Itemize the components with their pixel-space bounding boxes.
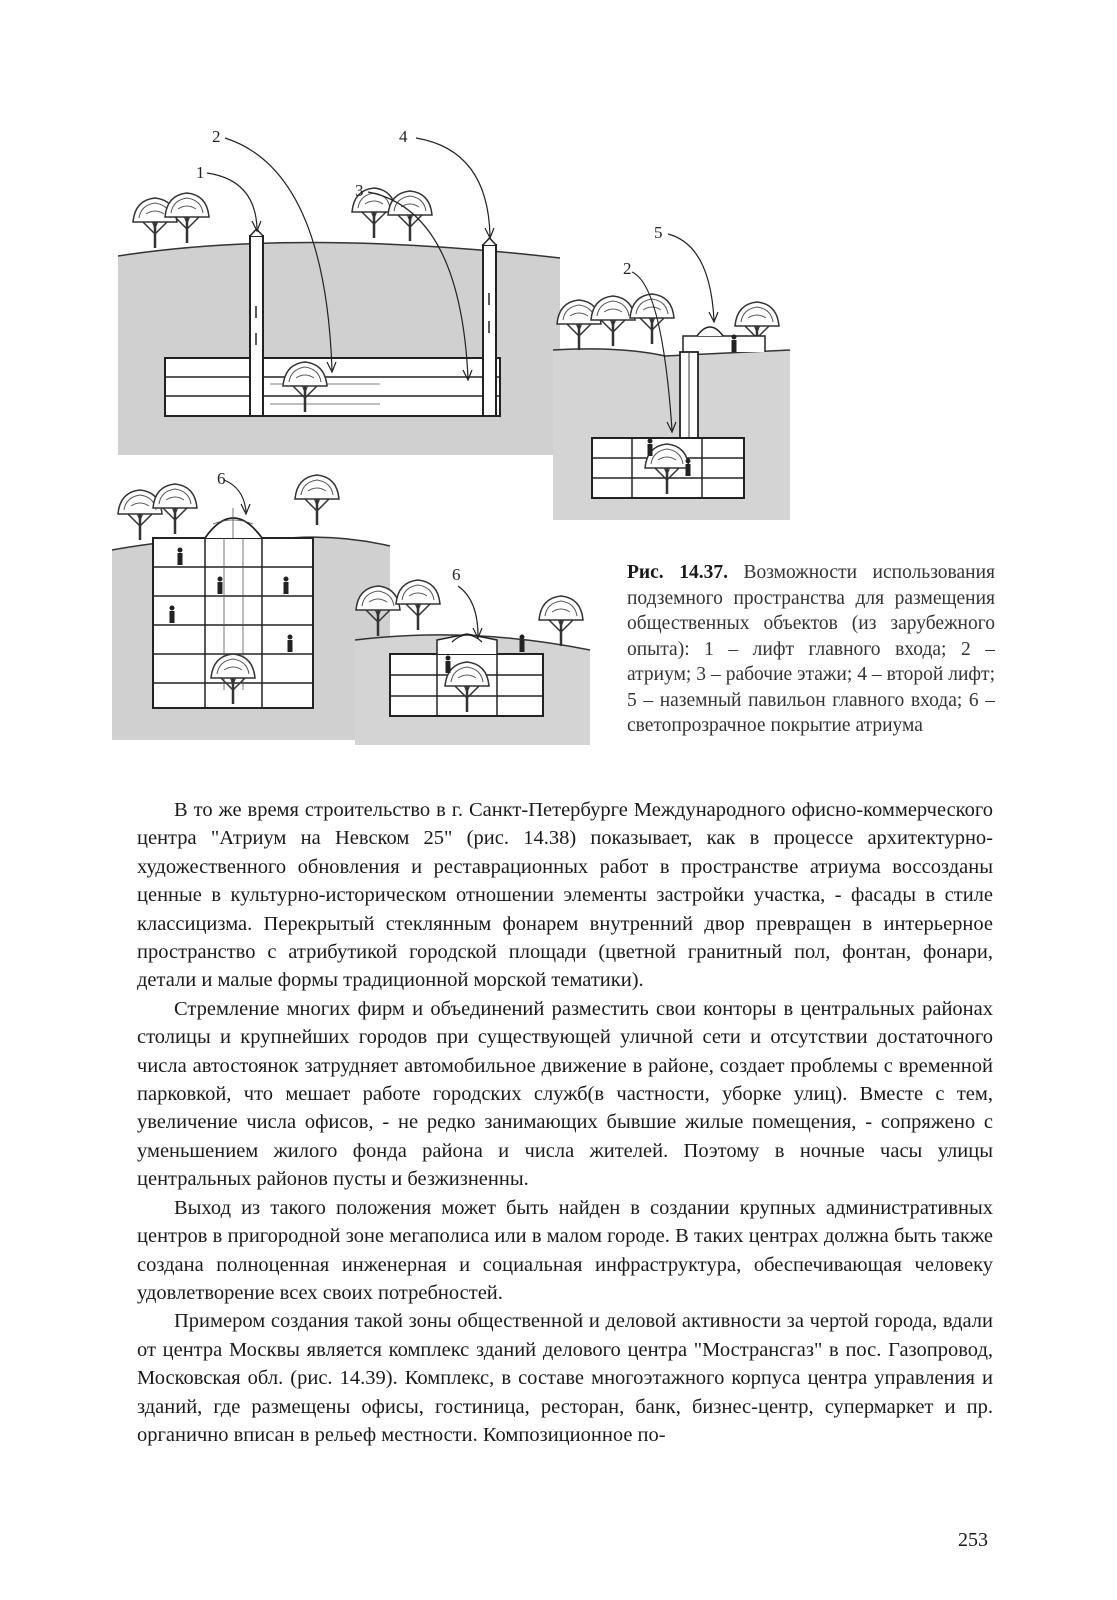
page-number: 253 [958, 1529, 988, 1551]
label-d2-5: 5 [654, 223, 663, 242]
figure-14-37 [0, 0, 1117, 790]
diagram-1 [118, 138, 560, 455]
diagram-3 [112, 475, 390, 740]
diagram-2 [553, 234, 790, 520]
label-d2-2: 2 [623, 259, 632, 278]
paragraph-3: Выход из такого положения может быть найден в создании крупных административных центров в пригородной зоне мегаполиса или в малом городе. В таких центрах должна быть также создана полноценная инженерная и социальная инфраструктура, обеспечивающая человеку удовлетворение всех своих потребностей. [137, 1196, 993, 1304]
paragraph-2: Стремление многих фирм и объединений разместить свои конторы в центральных районах столицы и крупнейших городов при существующей уличной сети и отсутствии достаточного числа автостоянок затрудняет автомобильное движение в районе, создает проблемы с временной парковкой, что мешает работе городских служб(в частности, уборке улиц). Вместе с тем, увеличение числа офисов, - не редко занимающих бывшие жилые помещения, - сопряжено с уменьшением жилого фонда района и числа жителей. Поэтому в ночные часы улицы центральных районов пусты и безжизненны. [137, 997, 993, 1191]
caption-label: Рис. 14.37. [627, 562, 728, 583]
label-d1-4: 4 [399, 127, 408, 146]
paragraph-1: В то же время строительство в г. Санкт-Петербурге Международного офисно-коммерческого центра "Атриум на Невском 25" (рис. 14.38) показывает, как в процессе архитектурно-художественного обновления и реставрационных работ в пространстве атриума воссозданы ценные в культурно-историческом отношении элементы застройки участка, - фасады в стиле классицизма. Перекрытый стеклянным фонарем внутренний двор превращен в интерьерное пространство с атрибутикой городской площади (цветной гранитный пол, фонтан, фонари, детали и малые формы традиционной морской тематики). [137, 799, 993, 992]
label-d1-2: 2 [212, 127, 221, 146]
label-d1-3: 3 [355, 181, 364, 200]
label-d4-6: 6 [452, 565, 461, 584]
paragraph-4: Примером создания такой зоны общественной и деловой активности за чертой города, вдали от центра Москвы является комплекс зданий делового центра "Мострансгаз" в пос. Газопровод, Московская обл. (рис. 14.39). Комплекс, в составе многоэтажного корпуса центра управления и зданий, где размещены офисы, гостиница, ресторан, банк, бизнес-центр, супермаркет и пр. органично вписан в рельеф местности. Композиционное по- [137, 1310, 993, 1446]
diagram-4 [355, 580, 590, 745]
figure-caption [627, 560, 995, 739]
body-text [137, 796, 993, 1449]
caption-text: Возможности использования подземного пространства для размещения общественных объектов (из зарубежного опыта): 1 – лифт главного входа; 2 – атриум; 3 – рабочие этажи; 4 – второй лифт; 5 – наземный павильон главного входа; 6 – светопрозрачное покрытие атриума [627, 562, 995, 736]
label-d3-6: 6 [217, 469, 226, 488]
label-d1-1: 1 [196, 163, 205, 182]
